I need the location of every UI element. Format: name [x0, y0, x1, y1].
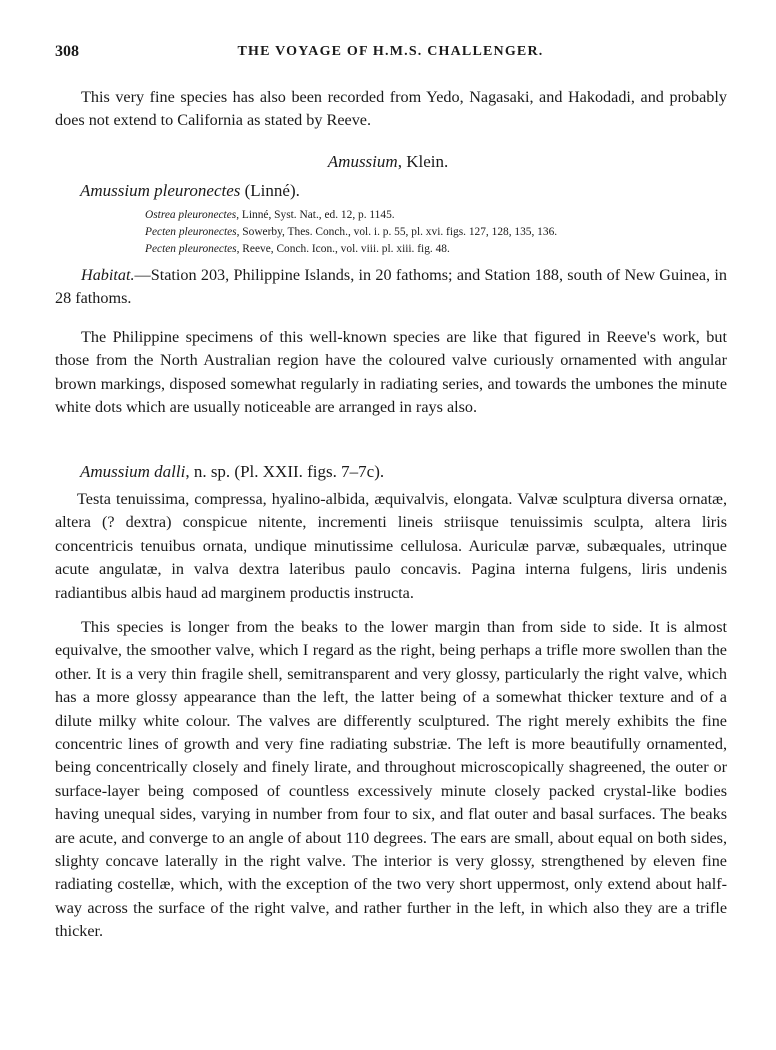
habitat-paragraph: [55, 264, 727, 311]
running-title: THE VOYAGE OF H.M.S. CHALLENGER.: [237, 44, 544, 59]
genus-heading: [0, 152, 776, 172]
synonymy-line: [145, 207, 395, 224]
synonymy-line: [145, 241, 450, 258]
genus-author: , Klein.: [397, 152, 449, 171]
latin-diagnosis: Testa tenuissima, compressa, hyalino-albida, æquivalvis, elongata. Valvæ sculptura diversa ornatæ, altera (? dextra) conspicue nitente, incrementi lineis striisque tenuissimis sculpta, altera liris concentricis tenuibus ornata, undique minutissime cellulosa. Auriculæ parvæ, subæquales, utrinque acute angulatæ, in valva dextra lateribus paulo concavis. Pagina interna fulgens, liris undenis radiantibus albis haud ad marginem productis instructa.: [55, 490, 727, 602]
species-author: (Linné).: [240, 181, 300, 200]
page-header: [55, 43, 726, 65]
synonym-name: Ostrea pleuronectes: [145, 209, 237, 221]
species-heading-pleuronectes: [80, 181, 300, 201]
species-author: , n. sp. (Pl. XXII. figs. 7–7c).: [185, 462, 385, 481]
description-paragraph: This species is longer from the beaks to the lower margin than from side to side. It is almost equivalve, the smoother valve, which I regard as the right, being perhaps a trifle more swollen than the other. It is a very thin fragile shell, semitransparent and very glossy, particularly the right valve, which has a more glossy appearance than the left, the latter being of a somewhat thicker texture and of a dilute milky white colour. The valves are differently sculptured. The right merely exhibits the fine concentric lines of growth and very fine radiating substriæ. The left is more beautifully ornamented, being concentrically closely and finely lirate, and throughout microscopically shagreened, the outer or surface-layer being composed of countless excessively minute closely packed crystal-like bodies having unequal sides, varying in number from four to six, and flat outer and basal surfaces. The beaks are acute, and converge to an angle of about 110 degrees. The ears are small, about equal on both sides, slighty concave laterally in the right valve. The interior is very glossy, strengthened by eleven fine radiating costellæ, which, with the exception of the two very short uppermost, only extend about half-way across the surface of the right valve, and rather further in the left, in which also they are a trifle thicker.: [55, 618, 727, 941]
genus-name: Amussium: [327, 152, 398, 171]
synonym-reference: , Reeve, Conch. Icon., vol. viii. pl. xiii. fig. 48.: [236, 243, 450, 255]
habitat-text: —Station 203, Philippine Islands, in 20 fathoms; and Station 188, south of New Guinea, in 28 fathoms.: [55, 266, 727, 308]
intro-paragraph: This very fine species has also been recorded from Yedo, Nagasaki, and Hakodadi, and probably does not extend to California as stated by Reeve.: [55, 88, 727, 130]
synonym-name: Pecten pleuronectes: [145, 226, 237, 238]
habitat-label: Habitat.: [81, 266, 135, 284]
species-name: Amussium pleuronectes: [80, 181, 241, 200]
synonym-reference: , Linné, Syst. Nat., ed. 12, p. 1145.: [236, 209, 395, 221]
page-number: 308: [55, 43, 79, 60]
synonym-name: Pecten pleuronectes: [145, 243, 237, 255]
synonymy-line: [145, 224, 557, 241]
species-heading-dalli: [80, 462, 384, 482]
synonym-reference: , Sowerby, Thes. Conch., vol. i. p. 55, pl. xvi. figs. 127, 128, 135, 136.: [236, 226, 558, 238]
remarks-paragraph: The Philippine specimens of this well-known species are like that figured in Reeve's work, but those from the North Australian region have the coloured valve curiously ornamented with angular brown markings, disposed somewhat regularly in radiating series, and towards the umbones the minute white dots which are usually noticeable are arranged in rays also.: [55, 328, 727, 417]
species-name: Amussium dalli: [80, 462, 186, 481]
